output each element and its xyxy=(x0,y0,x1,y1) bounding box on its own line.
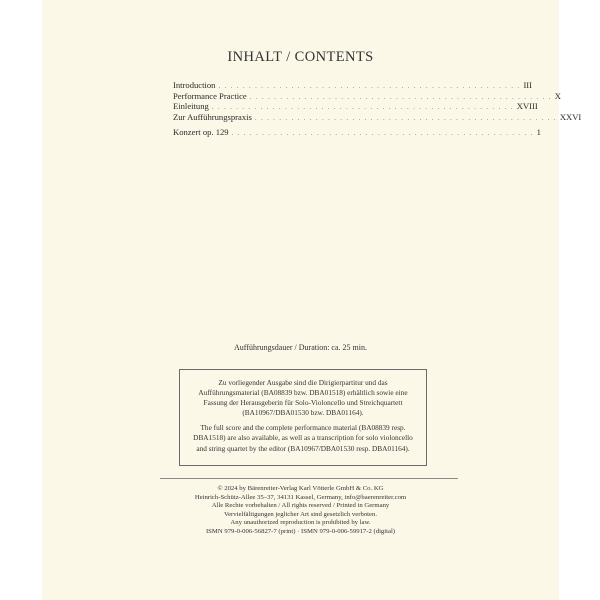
toc-leader-dots: . . . . . . . . . . . . . . . . . . . . . . . . . . . . . . . . . . . . . . . . . . . . . . . . . . xyxy=(211,103,514,112)
toc-entry-label: Einleitung xyxy=(173,101,209,112)
performance-duration: Aufführungsdauer / Duration: ca. 25 min. xyxy=(234,343,367,352)
toc-entry-label: Performance Practice xyxy=(173,90,247,101)
notice-english-text: The full score and the complete performance material (BA08839 resp. DBA1518) are also available, as well as a transcription for solo violoncello and string quartet by the editor (BA10967/DBA01530 resp. DBA01164). xyxy=(193,423,413,453)
toc-entry-label: Introduction xyxy=(173,80,216,90)
copyright-block xyxy=(42,485,559,537)
reproduction-notice-german: Vervielfältigungen jeglicher Art sind gesetzlich verboten. xyxy=(223,510,378,518)
table-of-contents xyxy=(173,80,582,138)
toc-entry-label: Zur Aufführungspraxis xyxy=(173,111,252,122)
toc-entry-page: XVIII xyxy=(516,101,538,112)
toc-leader-dots: . . . . . . . . . . . . . . . . . . . . . . . . . . . . . . . . . . . . . . . . . . . . . . . . . . xyxy=(218,82,521,90)
toc-entry-page: X xyxy=(554,90,561,101)
toc-entry-page: XXVI xyxy=(559,111,582,122)
toc-entry-introduction xyxy=(173,80,533,91)
toc-leader-dots: . . . . . . . . . . . . . . . . . . . . . . . . . . . . . . . . . . . . . . . . . . . . . . . . . . xyxy=(249,92,552,101)
toc-entry-page: III xyxy=(523,80,533,90)
toc-entry-konzert xyxy=(173,127,541,138)
page-title: INHALT / CONTENTS xyxy=(227,49,374,65)
toc-entry-page: 1 xyxy=(536,127,541,138)
book-page xyxy=(42,0,582,600)
toc-entry-label: Konzert op. 129 xyxy=(173,127,229,138)
rights-line: Alle Rechte vorbehalten / All rights reserved / Printed in Germany xyxy=(211,502,390,510)
reproduction-notice-english: Any unauthorized reproduction is prohibited by law. xyxy=(230,519,371,527)
toc-leader-dots: . . . . . . . . . . . . . . . . . . . . . . . . . . . . . . . . . . . . . . . . . . . . . . . . . . xyxy=(231,129,534,138)
notice-german-text: Zu vorliegender Ausgabe sind die Dirigierpartitur und das Aufführungsmaterial (BA08839 bzw. DBA01518) erhältlich sowie eine Fassung der Herausgeberin für Solo-Violoncello und Streichquartett (BA10967/DBA01530 bzw. DBA01164). xyxy=(198,378,408,418)
ismn-line: ISMN 979-0-006-56827-7 (print) · ISMN 979-0-006-59917-2 (digital) xyxy=(205,527,396,535)
toc-entry-einleitung xyxy=(173,101,538,112)
toc-entry-performance-practice xyxy=(173,90,561,102)
copyright-line: © 2024 by Bärenreiter-Verlag Karl Vötterle GmbH & Co. KG xyxy=(217,485,384,492)
toc-leader-dots: . . . . . . . . . . . . . . . . . . . . . . . . . . . . . . . . . . . . . . . . . . . . . . . . . . xyxy=(254,113,557,122)
materials-notice-box xyxy=(179,369,427,466)
divider xyxy=(160,478,458,479)
publisher-address: Heinrich-Schütz-Allee 35–37, 34131 Kassel, Germany, info@baerenreiter.com xyxy=(194,493,407,501)
toc-entry-auffuehrungspraxis xyxy=(173,111,582,123)
